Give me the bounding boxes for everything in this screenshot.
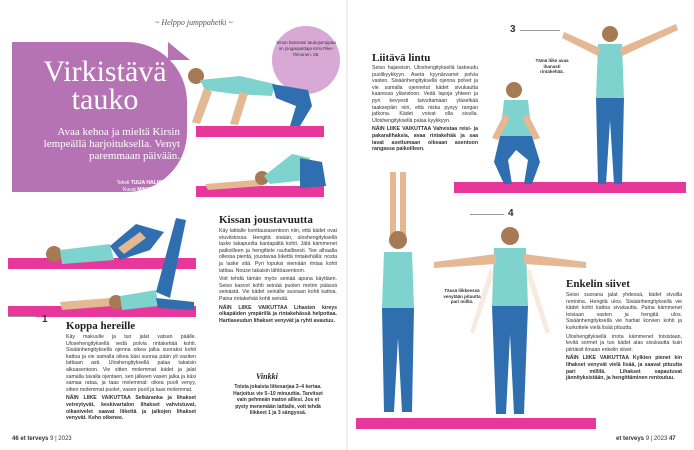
section-heading: Kissan joustavuutta	[219, 214, 313, 226]
folio-issue: 9 | 2023	[50, 436, 72, 442]
divider	[470, 214, 504, 215]
step-number: 3	[510, 24, 516, 35]
folio-number: 47	[668, 436, 676, 442]
section-heading: Liitävä lintu	[372, 52, 431, 64]
section-notice: NÄIN LIIKE VAIKUTTAA Vahvistaa reisi- ja pakaralihaksia, avaa rintakehää ja saa lavat asettumaan oikeaan asentoon rangassa paikoilleen.	[372, 126, 478, 153]
section-heading: Koppa hereille	[66, 320, 136, 332]
kicker: ~ Helppo jumppahetki ~	[155, 18, 233, 27]
credits-photo-label: Kuvat	[123, 187, 136, 193]
credits-photo-name: MIKKO HANNULA	[137, 187, 180, 193]
section-paragraph: Käy lattialle konttausasentoon niin, että kädet ovat etuviistossa. Hengitä sisään, uloshengityksellä laske takapuolta kantapäitä kohti. Jätä kämmenet paikoilleen ja hengittele rauhallisesti. Tee alhaalla ollessa pientä, joustavaa liikettä rintakehällä: nosta ja laske sitä. Pyri lopuksi viemään rintaa kohti lattiaa. Nouse takaisin lähtöasentoon.	[219, 228, 337, 274]
section-body	[566, 292, 682, 384]
step-number: 1	[42, 314, 48, 325]
section-paragraph: Seiso suorana jalat yhdessä, kädet sivuilla rentoina. Hengitä ulos. Sisäänhengityksellä vie kädet kohti kattoa sivukautta. Paina kämmenet toisiaan vasten ja hengitä ulos. Sisäänhengityksellä vie hartiat korvien kohti ja kurkottele vielä lisää pituutta.	[566, 292, 682, 331]
folio-left	[12, 436, 72, 442]
arms-overhead-figure	[368, 168, 428, 418]
credits-text-name: TUIJA HALMEKOSKI	[130, 180, 180, 186]
page-title: Virkistävä tauko	[43, 55, 167, 116]
half-squat-figure	[484, 78, 554, 190]
folio-issue: 9 | 2023	[645, 436, 668, 442]
credits	[60, 180, 180, 194]
section-notice: NÄIN LIIKE VAIKUTTAA Selkäranka ja lihakset vetreytyvät, keskivartalon lihakset vahvistuvat, olkanivelet saavat liikettä ja jalkojen lihakset venyvät. Keho oikenee.	[66, 395, 196, 422]
section-notice: NÄIN LIIKE VAIKUTTAA Lihasten kireys olkapäiden ympärillä ja rintakehässä helpottaa. Hartiaseudun lihakset venyvät ja ryhti avautuu.	[219, 304, 337, 324]
yoga-mat	[356, 418, 596, 429]
section-paragraph: Käy makuulle ja tuo jalat vatsan päälle. Ulosehengityksellä vedä polvia rintakehää kohti. Sisäänhengityksellä ojenna oikea jalka suoraksi kohti kattoa ja vie samalla oikea käsi suoraa pään yli vasiten lattiaan asti. Uloshengityksellä palaa takaisin alkuasentoon. Vie sitten molemmat kädet ja jalat samalla tavalla ojentaen, sen jälkeen vasen jalka ja käsi samaa rataa, ja taas molemmat: oikea puoli venyy, sitten molemmat puolet, vasen puoli ja taas molemmat.	[66, 334, 196, 393]
folio-brand: et terveys	[20, 436, 49, 442]
section-paragraph: Seiso hajareisin. Uloshengityksellä laskeudu puolikyykkyyn. Aseta kyynärvarret polvia vasten. Sisäänhengityksellä ojenna polvet ja vie samalla ojennetut kädet sivukautta kaaressa ylävistoon. Vedä lapoja yhteen ja pyri kevyesti taivuttamaan yläselkää taaksepäin niin, että niska pysyy rangan jatkona. Kädet voivat olla sivulla. Uloshengityksellä palaa kyykkyyn.	[372, 65, 478, 124]
cat-pose-figure	[180, 62, 330, 132]
folio-right	[616, 436, 676, 442]
section-paragraph: Uloshengityksellä irrota kämmenet toisistaan, levitä sormet ja tuo kädet alas sivukautta kuin piirtäisit ilmaan enkelin siivet.	[566, 333, 682, 353]
instructor-note: Sinun kanssasi taukojumppaa on joogaopettaja Kirsi Pike-Tiimonen, 55.	[276, 40, 336, 57]
page-gutter	[346, 0, 348, 450]
bird-arms-figure	[560, 20, 680, 190]
step-number: 4	[508, 208, 514, 219]
credits-text-label: Teksti	[116, 180, 130, 186]
divider	[8, 316, 36, 317]
child-pose-figure	[200, 140, 330, 192]
tip-title: Vinkki	[256, 372, 278, 381]
photo-note: Tämä liike avaa ihanasti rintakehää.	[535, 58, 569, 74]
folio-brand: et terveys	[616, 436, 645, 442]
lead-text: Avaa kehoa ja mieltä Kirsin lempeällä harjoituksella. Venyt paremmaan päivään.	[43, 126, 180, 162]
section-body	[219, 228, 337, 326]
section-notice: NÄIN LIIKE VAIKUTTAA Kylkien pienet kin lihakset venyvät vielä lisää, ja saavat pituutta pari millilä. Lihakset vapautuvat jännityksistään, ja hengittäminen rentoutuu.	[566, 355, 682, 382]
section-paragraph: Voit tehdä tämän myös seinää apuna käyttäen. Seiso kasvot kohti seinää puolen metrin päässä seinästä. Vie kädet seinälle suoraan kohti kattoa. Paina rintakehää kohti seinää.	[219, 276, 337, 302]
leg-arm-stretch-figure	[60, 210, 200, 314]
section-body	[66, 334, 196, 424]
photo-note: Tässä liikkeessä venytään pituutta pari milliä.	[443, 288, 481, 304]
folio-number: 46	[12, 436, 19, 442]
tip-text: Toista jokaista liikesarjaa 3–4 kertaa. Harjoitus vie 5–10 minuuttia. Tarvitset vain pehmeän maton alllesi. Jos et pysty menemään lattialle, voit tehdä liikkeet 1 ja 3 sängyssä.	[233, 384, 323, 416]
section-body	[372, 65, 478, 155]
divider	[520, 30, 560, 31]
section-heading: Enkelin siivet	[566, 278, 630, 290]
